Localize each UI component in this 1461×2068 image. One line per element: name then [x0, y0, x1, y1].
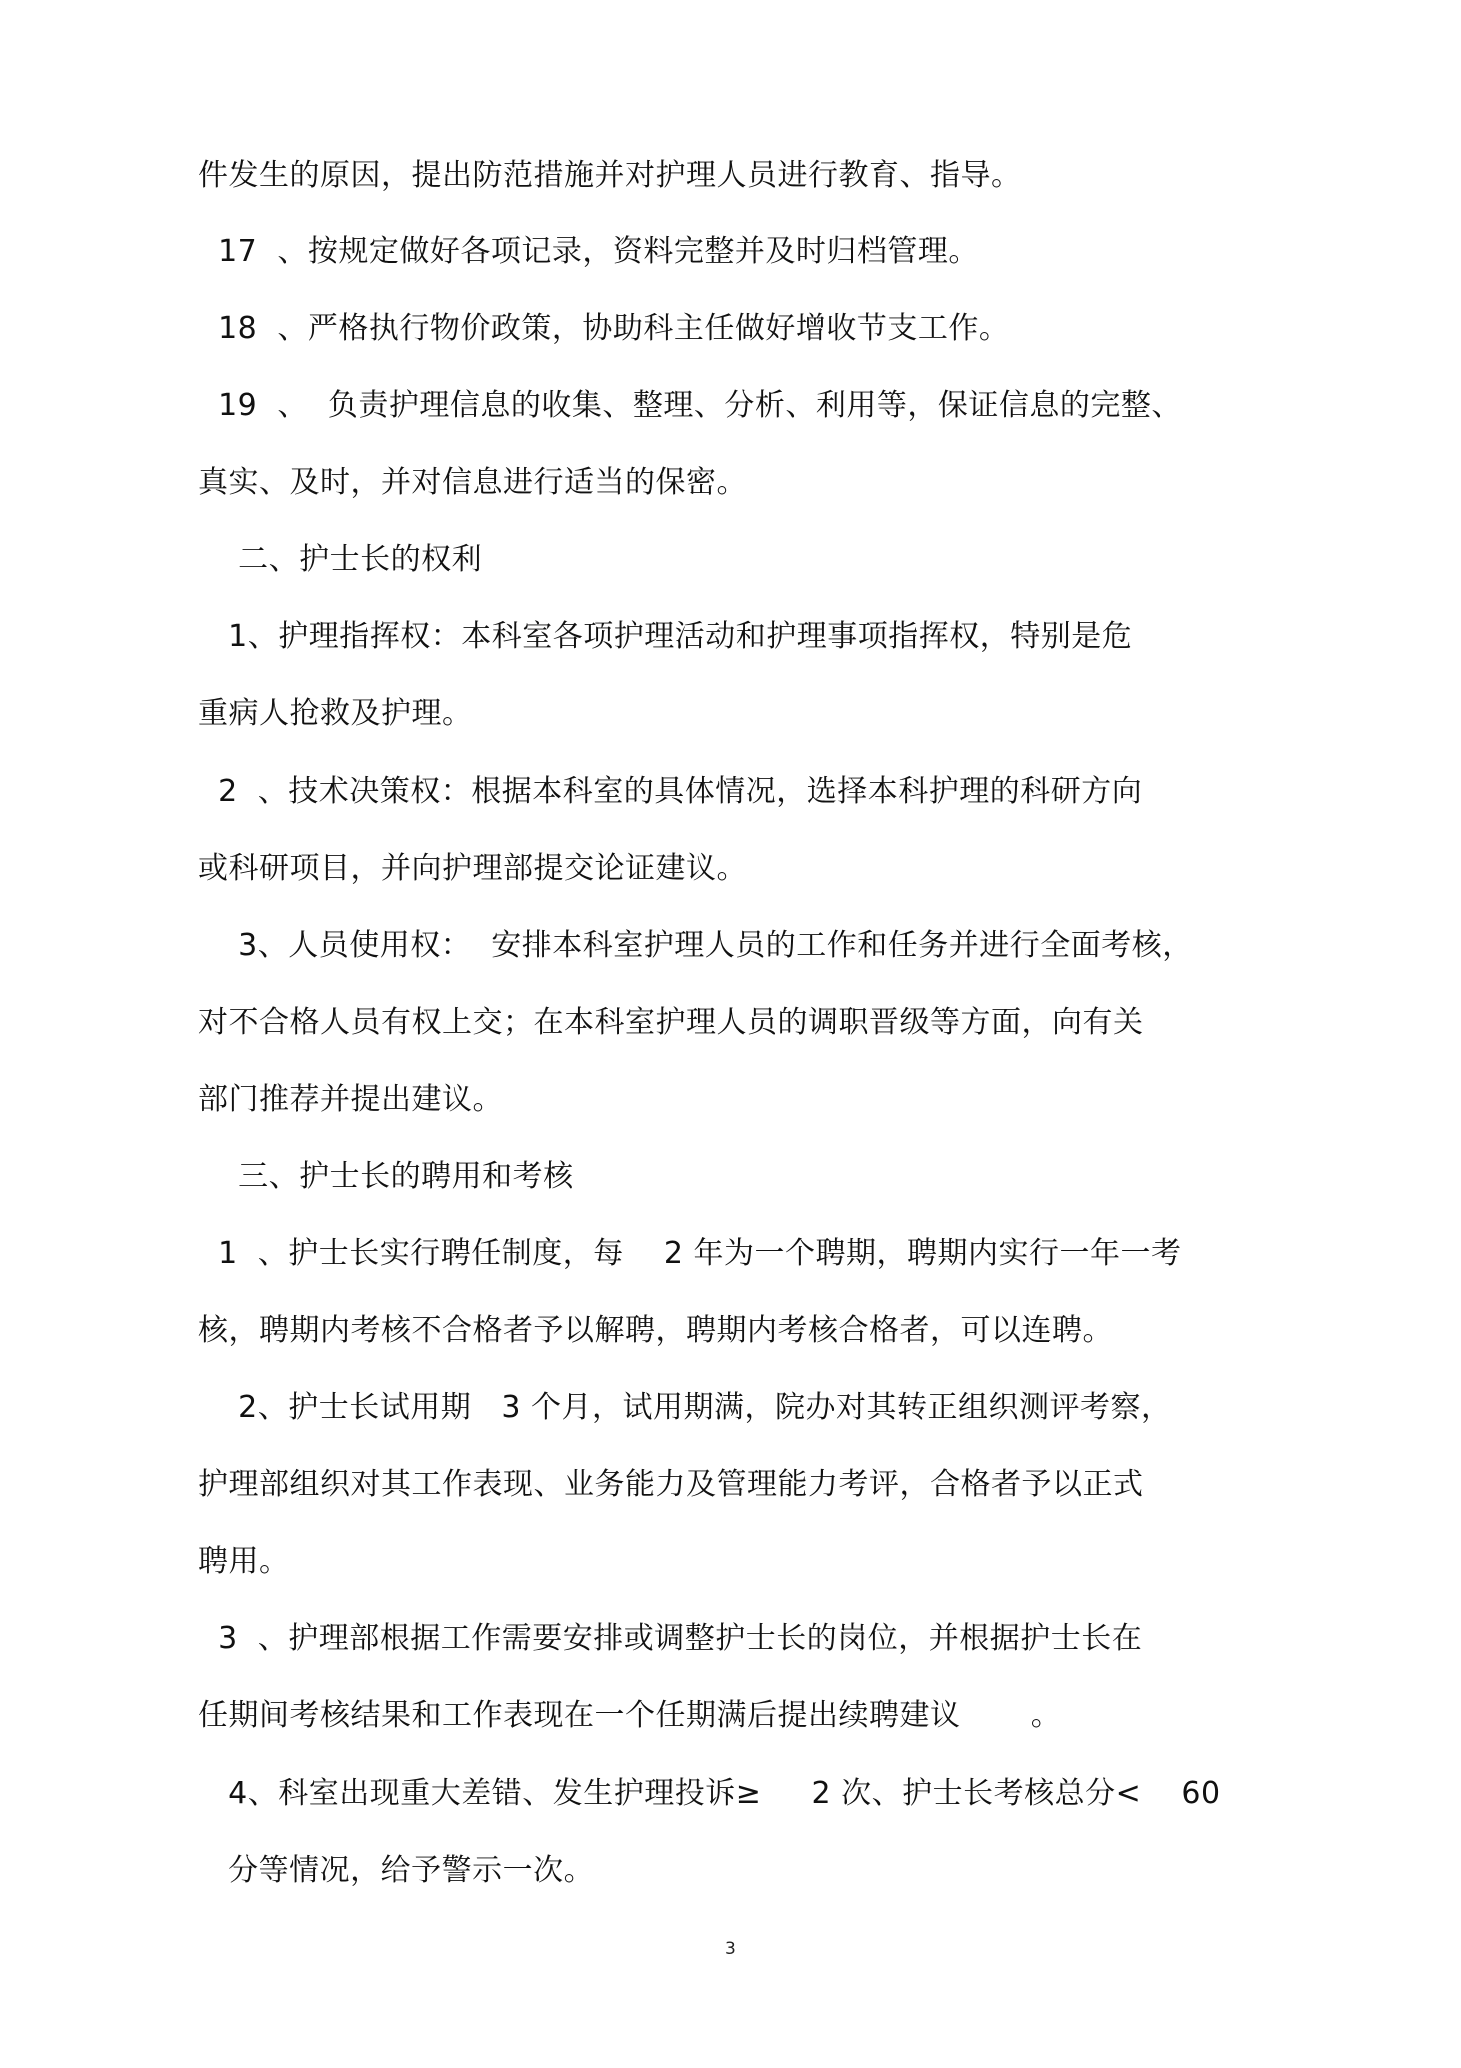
- section-heading: 三、护士长的聘用和考核: [198, 1159, 574, 1194]
- text-line: 3 、护理部根据工作需要安排或调整护士长的岗位，并根据护士长在: [198, 1621, 1143, 1656]
- text-line: 4、科室出现重大差错、发生护理投诉≥ 2 次、护士长考核总分< 60: [198, 1776, 1221, 1811]
- text-line: 对不合格人员有权上交；在本科室护理人员的调职晋级等方面，向有关: [198, 1005, 1144, 1040]
- text-line: 3、人员使用权： 安排本科室护理人员的工作和任务并进行全面考核，: [198, 928, 1193, 963]
- page-number: 3: [725, 1939, 736, 1959]
- text-line: 1 、护士长实行聘任制度，每 2 年为一个聘期，聘期内实行一年一考: [198, 1236, 1182, 1271]
- section-heading: 二、护士长的权利: [198, 542, 483, 577]
- text-line: 聘用。: [198, 1544, 290, 1579]
- text-line: 19 、 负责护理信息的收集、整理、分析、利用等，保证信息的完整、: [198, 388, 1182, 423]
- text-line: 或科研项目，并向护理部提交论证建议。: [198, 851, 747, 886]
- text-line: 2 、技术决策权：根据本科室的具体情况，选择本科护理的科研方向: [198, 774, 1143, 809]
- text-line: 部门推荐并提出建议。: [198, 1082, 503, 1117]
- text-line: 护理部组织对其工作表现、业务能力及管理能力考评，合格者予以正式: [198, 1467, 1144, 1502]
- text-line: 件发生的原因，提出防范措施并对护理人员进行教育、指导。: [198, 158, 1022, 193]
- text-line: 1、护理指挥权：本科室各项护理活动和护理事项指挥权，特别是危: [198, 619, 1133, 654]
- text-line: 重病人抢救及护理。: [198, 696, 473, 731]
- text-line: 17 、按规定做好各项记录，资料完整并及时归档管理。: [198, 234, 979, 269]
- text-line: 任期间考核结果和工作表现在一个任期满后提出续聘建议 。: [198, 1698, 1062, 1733]
- text-line: 真实、及时，并对信息进行适当的保密。: [198, 465, 747, 500]
- text-line: 分等情况，给予警示一次。: [198, 1853, 595, 1888]
- text-line: 2、护士长试用期 3 个月，试用期满，院办对其转正组织测评考察，: [198, 1390, 1172, 1425]
- text-line: 18 、严格执行物价政策，协助科主任做好增收节支工作。: [198, 311, 1010, 346]
- text-line: 核，聘期内考核不合格者予以解聘，聘期内考核合格者，可以连聘。: [198, 1313, 1113, 1348]
